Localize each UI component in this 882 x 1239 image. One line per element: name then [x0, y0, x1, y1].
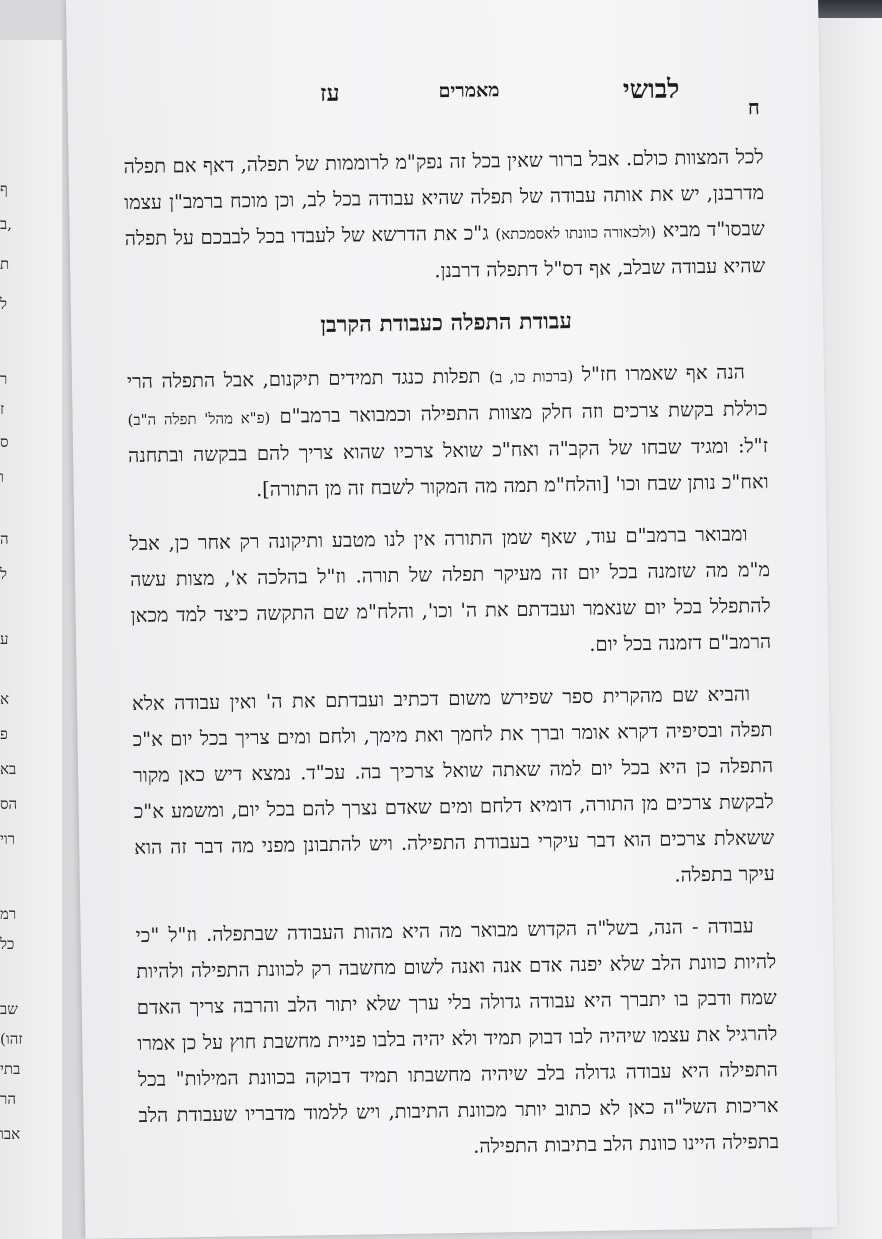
left-page-fragment: ו [0, 468, 4, 486]
left-page-fragment: בא [0, 760, 17, 778]
paragraph [127, 354, 769, 510]
paragraph-text: והביא שם מהקרית ספר שפירש משום דכתיב ועבדתם את ה' ואין עבודה אלא תפלה ובסיפיה דקרא אומר וברך את לחמך ואת מימך, ולחם ומים צריך בכל יום א"כ התפלה כן היא בכל יום למה שאתה שואל צרכיך בה. עכ"ד. נמצא דיש כאן מקור לבקשת צרכים מן התורה, דומיא דלחם ומים שאדם נצרך להם בכל יום, ומשמע א"כ ששאלת צרכים הוא דבר עיקרי בעבודת התפילה. ויש להתבונן מפני מה דבר זה הוא עיקר בתפלה. [131, 682, 775, 887]
left-page-fragment: ס [0, 433, 9, 451]
left-page-fragment: רוי [0, 830, 16, 848]
paragraph [132, 676, 775, 902]
paragraph-text: ומבואר ברמב"ם עוד, שאף שמן התורה אין לנו מטבע ותיקונה רק אחר כן, אבל מ"מ מה שזמנה בכל יום זה מעיקר תפלה של תורה. וז"ל בהלכה א', מצות עשה להתפלל בכל יום שנאמר ועבדתם את ה' וכו', והלח"מ שם התקשה כיצד למד מכאן הרמב"ם דזמנה בכל יום. [129, 522, 772, 656]
left-page-fragment: ה [0, 530, 9, 548]
left-page-fragment: ב, [0, 215, 13, 233]
paragraph-text: לכל המצוות כולם. אבל ברור שאין בכל זה נפק"מ לרוממות של תפלה, דאף אם תפלה מדרבנן, יש את אותה עבודה של תפלה שהיא עבודה בכל לב, וכן מוכח ברמב"ן עצמו שבסו"ד מביא [123, 145, 765, 242]
paragraph-text: הנה אף שאמרו חז"ל [581, 360, 746, 386]
paragraph [123, 139, 765, 294]
book-title: לבושי [622, 74, 680, 106]
adjacent-page-left [0, 40, 62, 1239]
paragraph-text: ז"ל: ומגיד שבחו של הקב"ה ואח"כ שואל צרכיו שהוא צריך להם בבקשה ובתחנה ואח"כ נותן שבח וכו' [והלח"מ תמה מה המקור לשבח זה מן התורה]. [127, 434, 769, 502]
left-page-fragment: הר [0, 1090, 16, 1108]
paragraph [129, 516, 771, 670]
left-page-fragment: ז [0, 400, 5, 418]
paragraph-text: ג"כ את הדרשא של לעבדו בכל לבבכם על תפלה שהיא עבודה שבלב, אף דס"ל דתפלה דרבנן. [124, 221, 766, 283]
left-page-fragment: אבו [0, 1125, 21, 1143]
left-page-fragment: ע [0, 630, 9, 648]
paragraph-text: תפלות כנגד תמידים תיקנום, אבל התפלה הרי כוללת בקשת צרכים וזה חלק מצוות התפילה וכמבואר ברמב"ם [126, 364, 768, 428]
source-citation: (פ"א מהל' תפלה ה"ב) [127, 408, 271, 430]
section-name: מאמרים [438, 79, 500, 103]
left-page-fragment: בתי [0, 1060, 21, 1078]
source-citation: (ברכות כו, ב) [489, 367, 574, 387]
left-page-fragment: הס [0, 795, 18, 813]
paragraph-text: עבודה - הנה, בשל"ה הקדוש מבואר מה היא מהות העבודה שבתפלה. וז"ל "כי להיות כוונת הלב שלא יפנה אדם אנה ואנה לשום מחשבה רק לכוונת התפילה ולהיות שמח ודבק בו יתברך היא עבודה גדולה בלי ערך שלא יתור הלב והרבה צריך האדם להרגיל את עצמו שיהיה לבו דבוק תמיד ולא יהיה בלבו פניית מחשבת חוץ על כן אמרו התפילה היא עבודה גדולה בלב שיהיה מחשבתו תמיד דבוקה בכוונת המילות" בכל אריכות השל"ה כאן לא כתוב יותר מכוונת התיבות, ויש ללמוד מדבריו שעבודת הלב בתפילה היינו כוונת הלב בתיבות התפילה. [135, 914, 780, 1158]
book-page [66, 0, 837, 1239]
left-page-fragment: ף [0, 180, 8, 198]
left-page-fragment: פ [0, 725, 8, 743]
left-page-fragment: כל [0, 935, 15, 953]
left-page-fragment: ל [0, 565, 8, 583]
left-page-fragment: ר [0, 370, 8, 388]
page-letter: ח [747, 95, 760, 120]
page-body [123, 139, 779, 1186]
page-number: עז [319, 79, 340, 108]
left-page-fragment: א [0, 690, 10, 708]
left-page-fragment: ת [0, 255, 10, 273]
left-page-fragment: (זהו [0, 1030, 23, 1048]
parenthetical-note: (ולכאורה כוונתו לאסמכתא) [495, 222, 657, 244]
left-page-fragment: שב [0, 1000, 18, 1018]
section-heading: עבודת התפלה כעבודת הקרבן [320, 308, 573, 339]
page-header [67, 72, 820, 124]
left-page-fragment: רמ [0, 905, 17, 923]
left-page-fragment: ל [0, 295, 8, 313]
paragraph [135, 908, 779, 1170]
